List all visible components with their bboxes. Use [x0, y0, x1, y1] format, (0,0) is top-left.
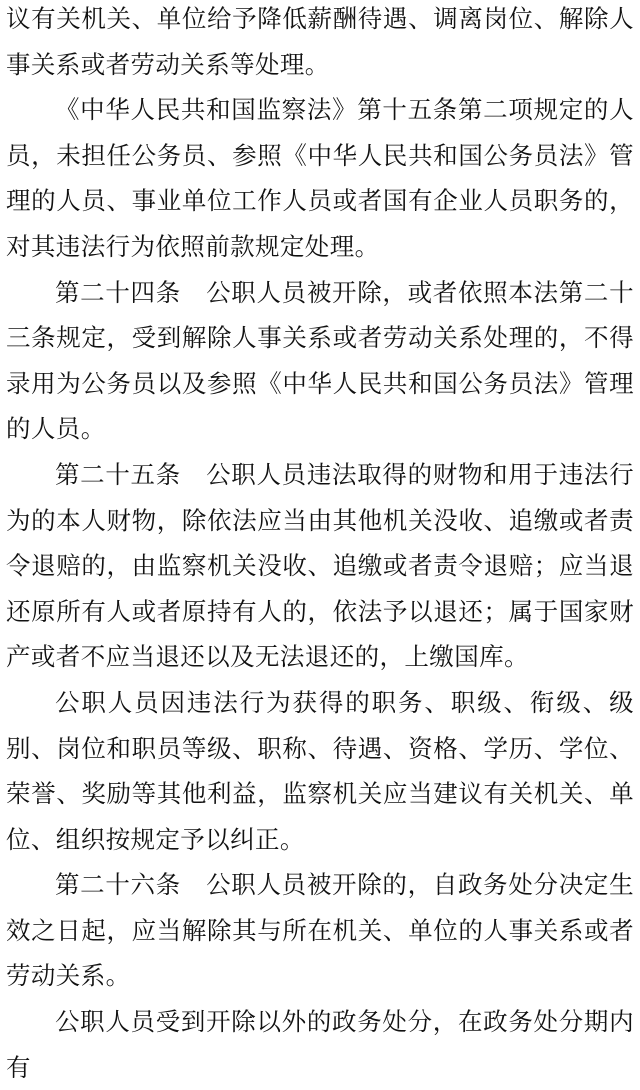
paragraph-article-26: 第二十六条 公职人员被开除的，自政务处分决定生效之日起，应当解除其与所在机关、单位的人事关系或者劳动关系。	[6, 870, 634, 991]
paragraph-article-24: 第二十四条 公职人员被开除，或者依照本法第二十三条规定，受到解除人事关系或者劳动关系处理的，不得录用为公务员以及参照《中华人民共和国公务员法》管理的人员。	[6, 277, 634, 444]
document-page	[6, 0, 634, 1090]
paragraph-article-25: 第二十五条 公职人员违法取得的财物和用于违法行为的本人财物，除依法应当由其他机关没收、追缴或者责令退赔的，由监察机关没收、追缴或者责令退赔；应当退还原所有人或者原持有人的，依法予以退还；属于国家财产或者不应当退还以及无法退还的，上缴国库。	[6, 459, 634, 672]
paragraph-supervision-law-scope: 《中华人民共和国监察法》第十五条第二项规定的人员，未担任公务员、参照《中华人民共和国公务员法》管理的人员、事业单位工作人员或者国有企业人员职务的，对其违法行为依照前款规定处理。	[6, 95, 634, 261]
paragraph-sanction-period: 公职人员受到开除以外的政务处分，在政务处分期内有	[6, 1007, 634, 1082]
paragraph-illegal-benefits: 公职人员因违法行为获得的职务、职级、衔级、级别、岗位和职员等级、职称、待遇、资格、学历、学位、荣誉、奖励等其他利益，监察机关应当建议有关机关、单位、组织按规定予以纠正。	[6, 687, 634, 854]
paragraph-continuation: 议有关机关、单位给予降低薪酬待遇、调离岗位、解除人事关系或者劳动关系等处理。	[6, 4, 634, 79]
